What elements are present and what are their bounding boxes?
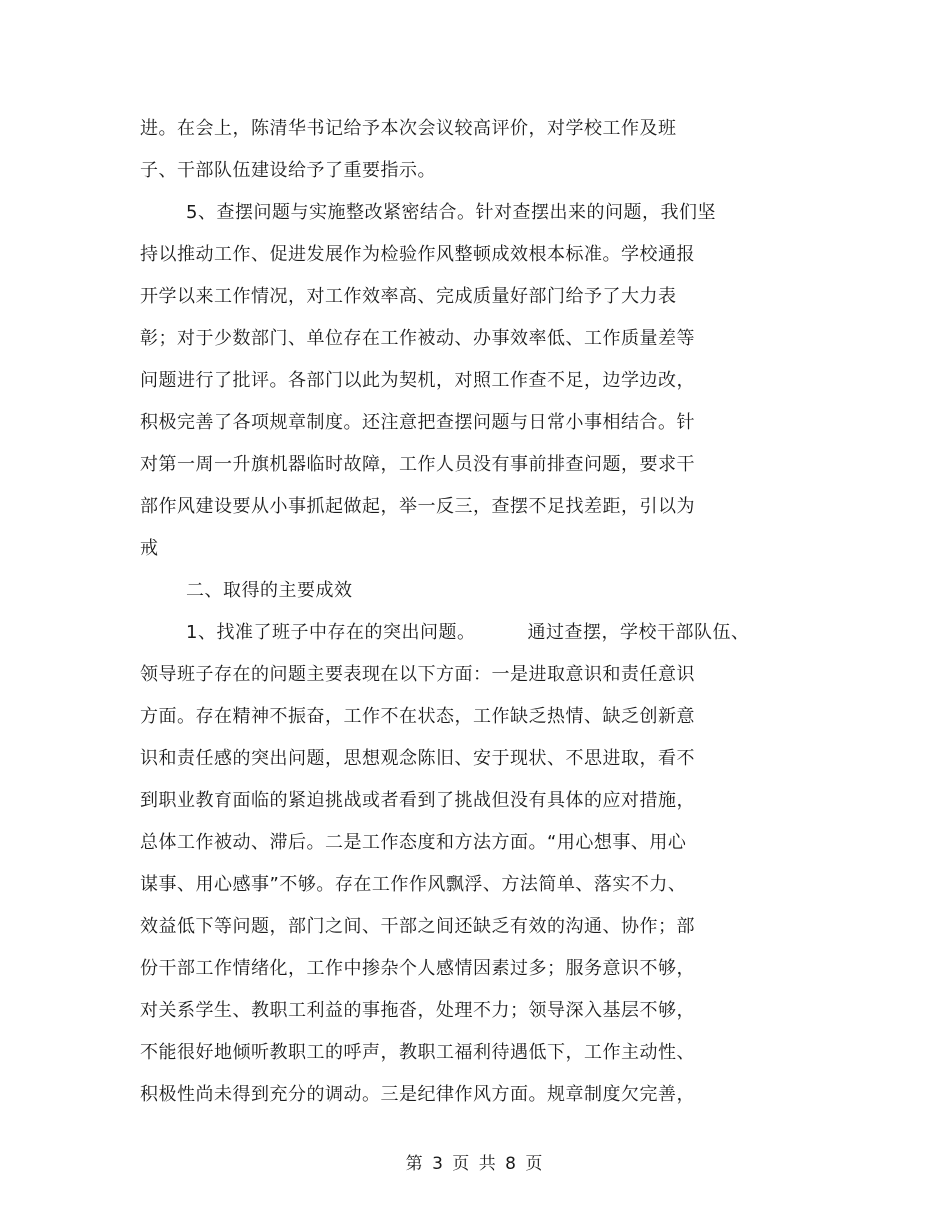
text-line: 问题进行了批评。各部门以此为契机，对照工作查不足，边学边改， bbox=[140, 370, 695, 391]
text-line: 对第一周一升旗机器临时故障，工作人员没有事前排查问题，要求干 bbox=[140, 454, 695, 475]
text-line: 总体工作被动、滞后。二是工作态度和方法方面。“用心想事、用心 bbox=[140, 832, 687, 853]
text-line bbox=[186, 621, 749, 645]
text-line: 积极完善了各项规章制度。还注意把查摆问题与日常小事相结合。针 bbox=[140, 412, 695, 433]
text-line: 领导班子存在的问题主要表现在以下方面：一是进取意识和责任意识 bbox=[140, 664, 695, 685]
text-line: 不能很好地倾听教职工的呼声，教职工福利待遇低下，工作主动性、 bbox=[140, 1042, 695, 1063]
text-line: 谋事、用心感事”不够。存在工作作风飘浮、方法简单、落实不力、 bbox=[140, 874, 687, 895]
text-line: 开学以来工作情况，对工作效率高、完成质量好部门给予了大力表 bbox=[140, 286, 677, 307]
text-line: 方面。存在精神不振奋，工作不在状态，工作缺乏热情、缺乏创新意 bbox=[140, 706, 695, 727]
page-number-footer: 第 3 页 共 8 页 bbox=[405, 1154, 545, 1174]
text-line: 部作风建设要从小事抓起做起，举一反三，查摆不足找差距，引以为 bbox=[140, 496, 695, 517]
text-line: 积极性尚未得到充分的调动。三是纪律作风方面。规章制度欠完善， bbox=[140, 1084, 695, 1105]
text-line: 彰；对于少数部门、单位存在工作被动、办事效率低、工作质量差等 bbox=[140, 328, 695, 349]
text-line: 到职业教育面临的紧迫挑战或者看到了挑战但没有具体的应对措施， bbox=[140, 790, 695, 811]
text-line: 识和责任感的突出问题，思想观念陈旧、安于现状、不思进取，看不 bbox=[140, 748, 695, 769]
text-line: 份干部工作情绪化，工作中掺杂个人感情因素过多；服务意识不够， bbox=[140, 958, 695, 979]
text-span: 通过查摆，学校干部队伍、 bbox=[527, 622, 750, 643]
section-heading: 二、取得的主要成效 bbox=[186, 580, 353, 601]
text-line: 对关系学生、教职工利益的事拖沓，处理不力；领导深入基层不够， bbox=[140, 1000, 695, 1021]
text-line: 子、干部队伍建设给予了重要指示。 bbox=[140, 160, 436, 181]
text-line: 5、查摆问题与实施整改紧密结合。针对查摆出来的问题，我们坚 bbox=[186, 202, 716, 223]
text-line: 持以推动工作、促进发展作为检验作风整顿成效根本标准。学校通报 bbox=[140, 244, 695, 265]
text-line: 效益低下等问题，部门之间、干部之间还缺乏有效的沟通、协作；部 bbox=[140, 916, 695, 937]
subheading-text: 1、找准了班子中存在的突出问题。 bbox=[186, 622, 476, 643]
text-line: 戒 bbox=[140, 538, 159, 559]
text-line: 进。在会上，陈清华书记给予本次会议较高评价，对学校工作及班 bbox=[140, 118, 677, 139]
